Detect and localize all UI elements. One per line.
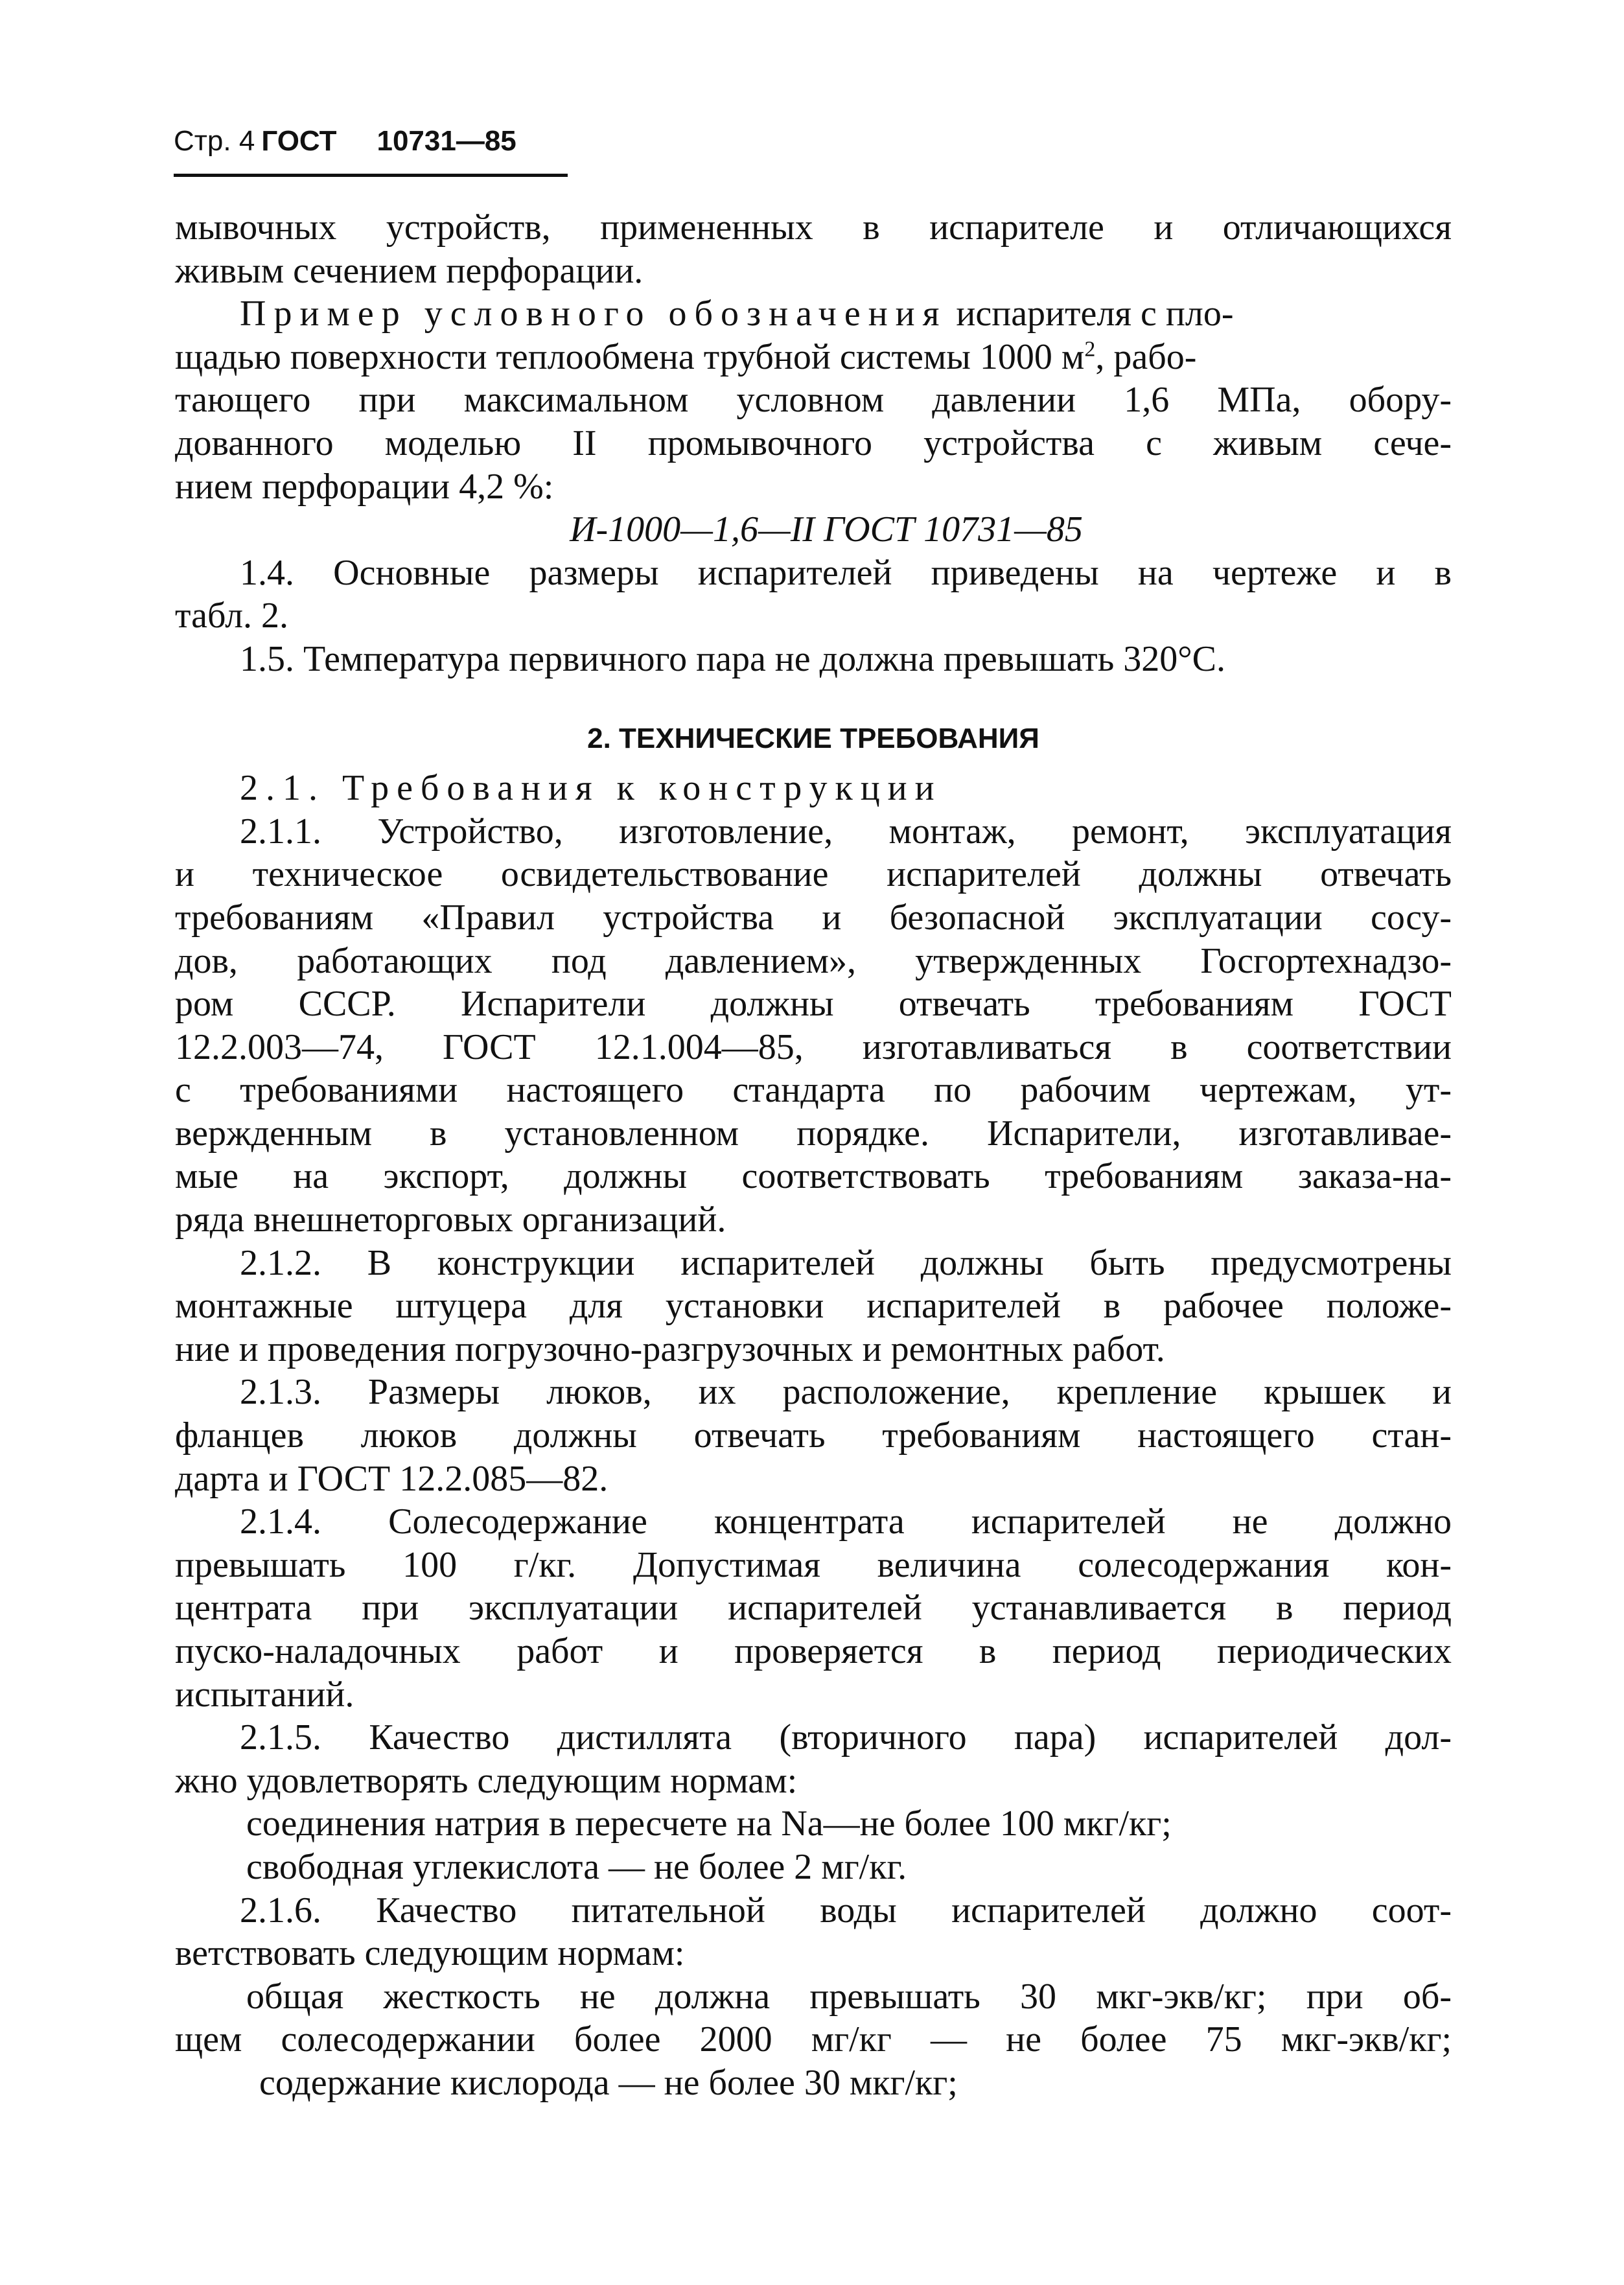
text-line: 1.5. Температура первичного пара не должна превышать 320°С. [240, 638, 1226, 679]
text-line: превышать 100 г/кг. Допустимая величина солесодержания кон- [175, 1544, 1452, 1585]
standard-label: ГОСТ [261, 125, 337, 157]
text-line: 2.1.2. В конструкции испарителей должны быть предусмотрены [240, 1242, 1452, 1283]
text-line: требованиям «Правил устройства и безопасной эксплуатации сосу- [175, 897, 1452, 938]
text-line: дарта и ГОСТ 12.2.085—82. [175, 1458, 609, 1499]
page-number: Стр. 4 [174, 125, 255, 157]
text-line: свободная углекислота — не более 2 мг/кг. [246, 1846, 907, 1887]
text-line: ветствовать следующим нормам: [175, 1933, 685, 1974]
text-line: щем солесодержании более 2000 мг/кг — не более 75 мкг-экв/кг; [175, 2019, 1452, 2060]
standard-number: 10731—85 [377, 125, 516, 157]
header-rule [174, 174, 568, 177]
text-line: мывочных устройств, примененных в испарителе и отличающихся [175, 207, 1452, 248]
subsection-title: 2.1. Требования к конструкции [240, 768, 942, 809]
text-line: ние и проведения погрузочно-разгрузочных и ремонтных работ. [175, 1328, 1165, 1369]
text-line: 2.1.3. Размеры люков, их расположение, крепление крышек и [240, 1372, 1452, 1413]
text-line: 2.1.6. Качество питательной воды испарителей должно соот- [240, 1890, 1452, 1931]
designation-formula: И-1000—1,6—II ГОСТ 10731—85 [570, 509, 1083, 550]
designation-intro-line: Пример условного обозначения испарителя с пло- [240, 294, 1234, 334]
designation-term: Пример условного обозначения [240, 294, 947, 334]
text-line: пуско-наладочных работ и проверяется в период периодических [175, 1631, 1452, 1671]
text-line: фланцев люков должны отвечать требованиям настоящего стан- [175, 1415, 1452, 1456]
text-line: вержденным в установленном порядке. Испарители, изготавливае- [175, 1113, 1452, 1154]
text-line: щадью поверхности теплообмена трубной системы 1000 $м^2$, рабо- [175, 336, 1197, 377]
text-line: и техническое освидетельствование испарителей должны отвечать [175, 854, 1452, 895]
text-line: общая жесткость не должна превышать 30 мкг-экв/кг; при об- [246, 1976, 1452, 2017]
running-header [174, 122, 516, 161]
text-line: ром СССР. Испарители должны отвечать требованиям ГОСТ [175, 984, 1452, 1025]
spacer [175, 681, 1452, 717]
text-line: 2.1.1. Устройство, изготовление, монтаж, ремонт, эксплуатация [240, 811, 1452, 852]
text-line: содержание кислорода — не более 30 мкг/кг; [259, 2062, 958, 2103]
text-line: соединения натрия в пересчете на Na—не более 100 мкг/кг; [246, 1804, 1172, 1844]
text-line: испытаний. [175, 1674, 354, 1715]
superscript: 2 [1084, 337, 1096, 362]
spacer [175, 760, 1452, 767]
text-line: с требованиями настоящего стандарта по рабочим чертежам, ут- [175, 1070, 1452, 1111]
text-line: дованного моделью II промывочного устройства с живым сече- [175, 423, 1452, 463]
text-line: табл. 2. [175, 596, 289, 636]
section-title: 2. ТЕХНИЧЕСКИЕ ТРЕБОВАНИЯ [587, 722, 1039, 754]
text-line: мые на экспорт, должны соответствовать требованиям заказа-на- [175, 1156, 1452, 1197]
text-line: тающего при максимальном условном давлении 1,6 МПа, обору- [175, 380, 1452, 421]
text-line: ряда внешнеторговых организаций. [175, 1200, 726, 1240]
text-line: 2.1.5. Качество дистиллята (вторичного пара) испарителей дол- [240, 1717, 1452, 1758]
text-line: 2.1.4. Солесодержание концентрата испарителей не должно [240, 1502, 1452, 1542]
text-line: 12.2.003—74, ГОСТ 12.1.004—85, изготавливаться в соответствии [175, 1027, 1452, 1067]
body-text [175, 206, 1452, 2105]
text-line: центрата при эксплуатации испарителей устанавливается в период [175, 1588, 1452, 1629]
text-line: жно удовлетворять следующим нормам: [175, 1760, 798, 1801]
text-line: живым сечением перфорации. [175, 250, 644, 291]
text-line: дов, работающих под давлением», утвержденных Госгортехнадзо- [175, 940, 1452, 981]
text-line: 1.4. Основные размеры испарителей приведены на чертеже и в [240, 552, 1452, 593]
text-line: монтажные штуцера для установки испарителей в рабочее положе- [175, 1286, 1452, 1327]
text-line: нием перфорации 4,2 %: [175, 466, 554, 507]
